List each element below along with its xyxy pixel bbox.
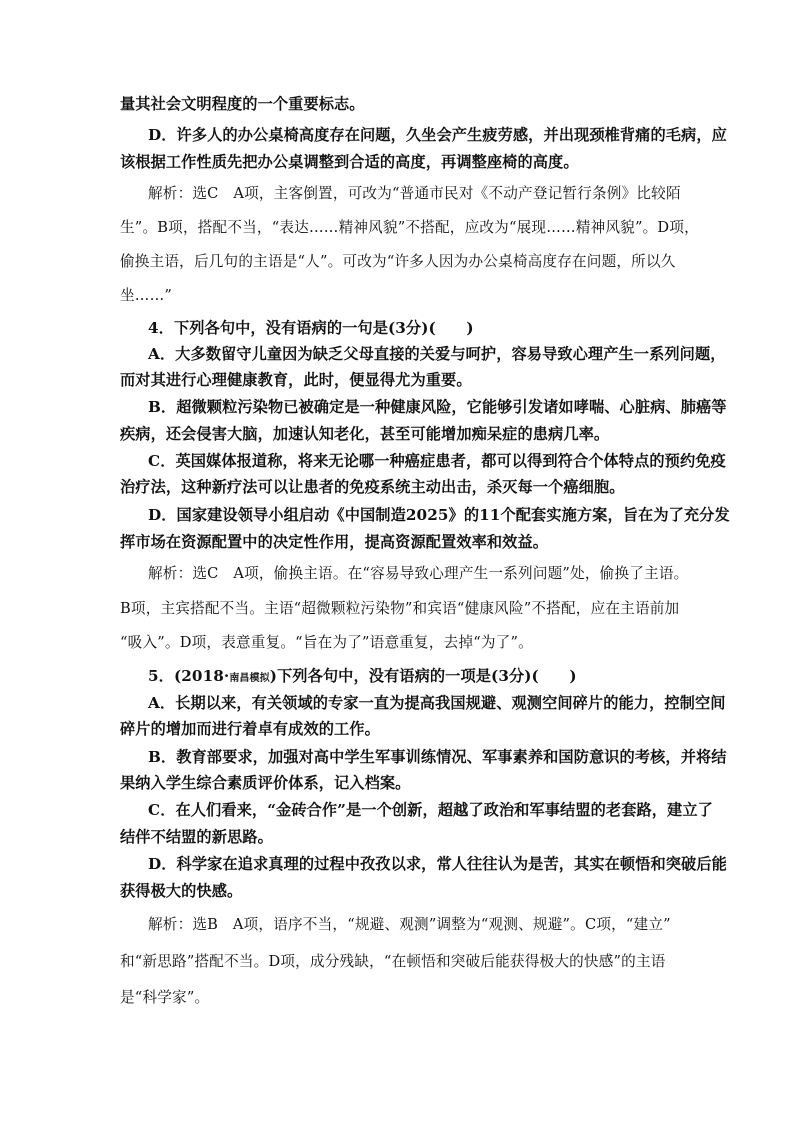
q4-option-d-line-2: 挥市场在资源配置中的决定性作用，提高资源配置效率和效益。	[120, 533, 549, 551]
q5-option-d-line-2: 获得极大的快感。	[120, 882, 243, 900]
q3-explanation-line-2: 生”。B项，搭配不当，“表达……精神风貌”不搭配，应改为“展现……精神风貌”。D项，	[120, 219, 699, 236]
q4-option-a-line-1: A．大多数留守儿童因为缺乏父母直接的关爱与呵护，容易导致心理产生一系列问题，	[148, 345, 726, 363]
q4-option-c-line-2: 治疗法，这种新疗法可以让患者的免疫系统主动出击，杀灭每一个癌细胞。	[120, 478, 625, 496]
q5-option-a-line-2: 碎片的增加而进行着卓有成效的工作。	[120, 720, 380, 738]
q5-stem-source: 南昌模拟	[229, 673, 270, 684]
q3-explanation-line-1: 解析：选C A项，主客倒置，可改为“普通市民对《不动产登记暂行条例》比较陌	[148, 185, 681, 202]
q4-option-d-line-1: D．国家建设领导小组启动《中国制造2025》的11个配套实施方案，旨在为了充分发	[148, 506, 730, 524]
q3-line-1: 量其社会文明程度的一个重要标志。	[120, 95, 365, 113]
q3-explanation-line-4: 坐……”	[120, 287, 173, 304]
q3-explanation-line-3: 偷换主语，后几句的主语是“人”。可改为“许多人因为办公桌椅高度存在问题，所以久	[120, 253, 676, 270]
q5-explanation-line-1: 解析：选B A项，语序不当，“规避、观测”调整为“观测、规避”。C项，“建立”	[148, 916, 671, 933]
q5-option-b-line-1: B．教育部要求，加强对高中学生军事训练情况、军事素养和国防意识的考核，并将结	[148, 748, 727, 766]
q4-explanation-line-1: 解析：选C A项，偷换主语。在“容易导致心理产生一系列问题”处，偷换了主语。	[148, 565, 689, 582]
q4-stem: 4．下列各句中，没有语病的一句是(3分)( )	[148, 319, 474, 337]
q5-option-b-line-2: 果纳入学生综合素质评价体系，记入档案。	[120, 774, 411, 792]
q4-option-b-line-1: B．超微颗粒污染物已被确定是一种健康风险，它能够引发诸如哮喘、心脏病、肺癌等	[148, 398, 727, 416]
q4-option-a-line-2: 而对其进行心理健康教育，此时，便显得尤为重要。	[120, 371, 472, 389]
q5-stem-suffix: )下列各句中，没有语病的一项是(3分)( )	[269, 667, 577, 685]
q4-option-c-line-1: C．英国媒体报道称，将来无论哪一种癌症患者，都可以得到符合个体特点的预约免疫	[148, 452, 726, 470]
q5-stem	[148, 666, 577, 689]
q3-option-d-line-2: 该根据工作性质先把办公桌调整到合适的高度，再调整座椅的高度。	[120, 153, 579, 171]
q4-explanation-line-2: B项，主宾搭配不当。主语“超微颗粒污染物”和宾语“健康风险”不搭配，应在主语前加	[120, 600, 680, 617]
q3-option-d-line-1: D．许多人的办公桌椅高度存在问题，久坐会产生疲劳感，并出现颈椎背痛的毛病，应	[148, 126, 727, 144]
q5-option-c-line-2: 结伴不结盟的新思路。	[120, 828, 273, 846]
q4-option-b-line-2: 疾病，还会侵害大脑，加速认知老化，甚至可能增加痴呆症的患病几率。	[120, 425, 610, 443]
q4-explanation-line-3: “吸入”。D项，表意重复。“旨在为了”语意重复，去掉“为了”。	[120, 634, 533, 651]
q5-option-d-line-1: D．科学家在追求真理的过程中孜孜以求，常人往往认为是苦，其实在顿悟和突破后能	[148, 855, 727, 873]
q5-explanation-line-2: 和“新思路”搭配不当。D项，成分残缺，“在顿悟和突破后能获得极大的快感”的主语	[120, 953, 666, 970]
q5-option-c-line-1: C．在人们看来，“金砖合作”是一个创新，超越了政治和军事结盟的老套路，建立了	[148, 801, 713, 819]
q5-explanation-line-3: 是“科学家”。	[120, 989, 210, 1006]
q5-option-a-line-1: A．长期以来，有关领域的专家一直为提高我国规避、观测空间碎片的能力，控制空间	[148, 694, 726, 712]
q5-stem-prefix: 5．(2018·	[148, 667, 230, 685]
